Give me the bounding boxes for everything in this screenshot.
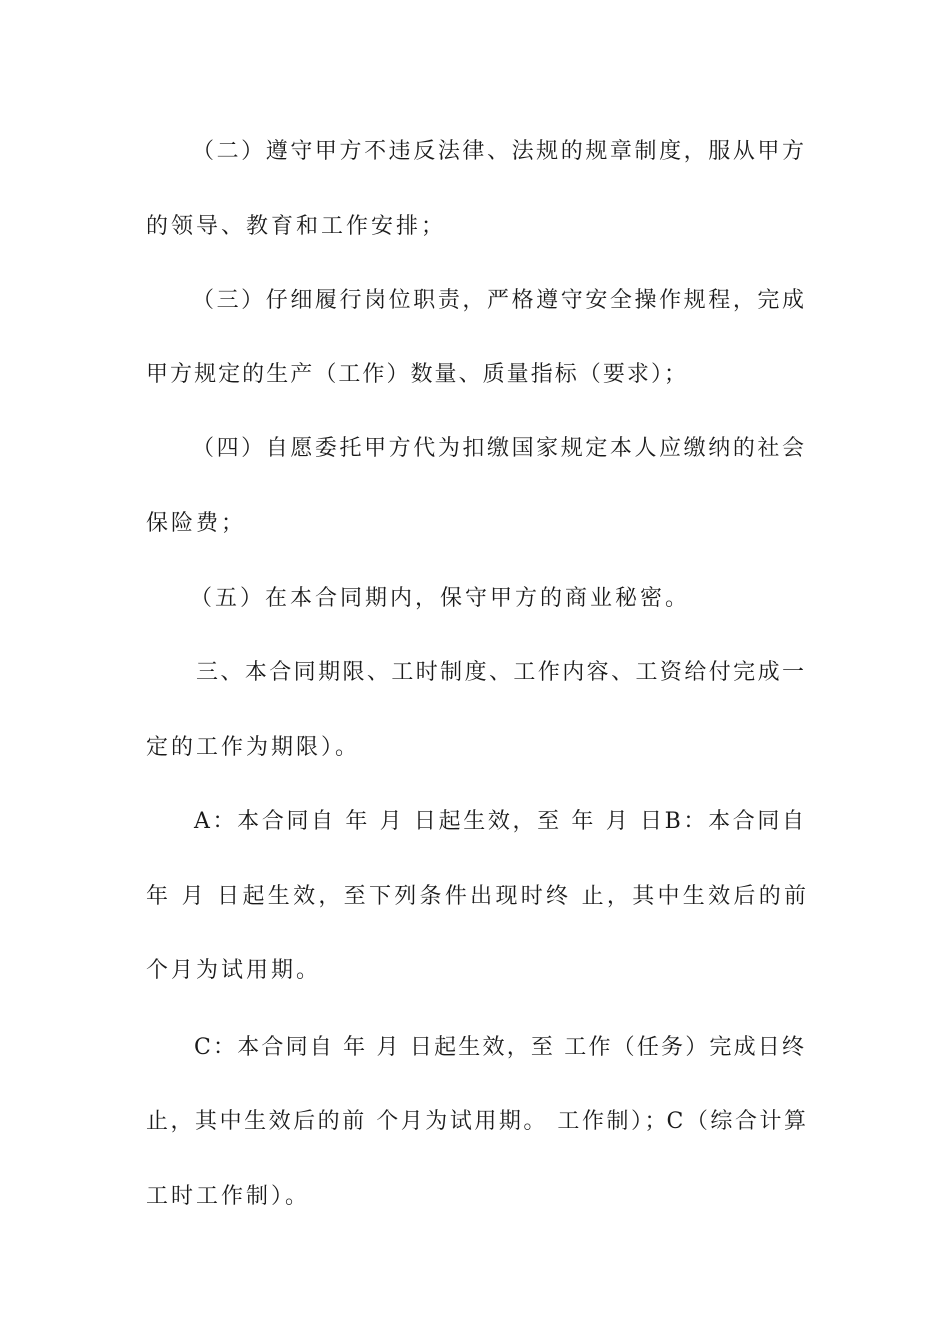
paragraph-line: 个月为试用期。	[146, 958, 322, 983]
paragraph-line: 定的工作为期限）。	[146, 735, 361, 760]
paragraph-line: A：本合同自 年 月 日起生效，至 年 月 日B：本合同自	[194, 809, 804, 834]
paragraph-line: 的领导、教育和工作安排；	[146, 214, 447, 239]
paragraph-line: （三）仔细履行岗位职责，严格遵守安全操作规程，完成	[192, 288, 804, 313]
paragraph-line: C：本合同自 年 月 日起生效，至 工作（任务）完成日终	[194, 1035, 804, 1060]
paragraph-line: 年 月 日起生效，至下列条件出现时终 止，其中生效后的前	[146, 884, 806, 909]
paragraph-line: 保险费；	[146, 511, 247, 536]
paragraph-line: 工时工作制）。	[146, 1184, 311, 1209]
paragraph-line: （二）遵守甲方不违反法律、法规的规章制度，服从甲方	[192, 139, 804, 164]
paragraph-line: （四）自愿委托甲方代为扣缴国家规定本人应缴纳的社会	[192, 436, 804, 461]
paragraph-line: 三、本合同期限、工时制度、工作内容、工资给付完成一	[196, 660, 804, 685]
paragraph-line: （五）在本合同期内，保守甲方的商业秘密。	[190, 586, 691, 611]
paragraph-line: 止，其中生效后的前 个月为试用期。 工作制）；C（综合计算	[146, 1109, 806, 1134]
paragraph-line: 甲方规定的生产（工作）数量、质量指标（要求）；	[146, 362, 686, 387]
